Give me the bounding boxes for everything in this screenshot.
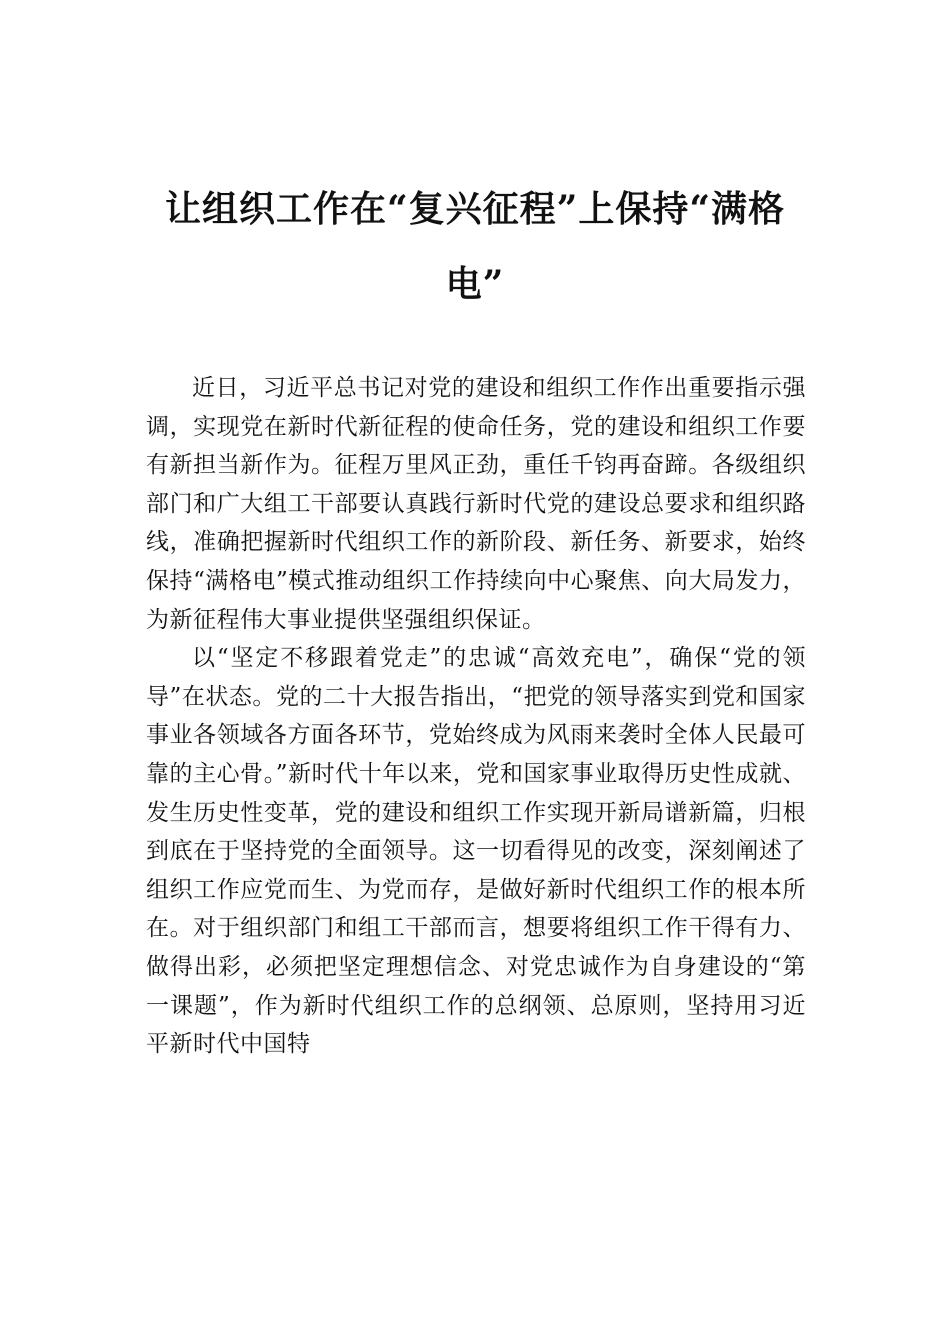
paragraph-2: 以“坚定不移跟着党走”的忠诚“高效充电”，确保“党的领导”在状态。党的二十大报告指出，“把党的领导落实到党和国家事业各领域各方面各环节，党始终成为风雨来袭时全体人民最可靠的主心骨。”新时代十年以来，党和国家事业取得历史性成就、发生历史性变革，党的建设和组织工作实现开新局谱新篇，归根到底在于坚持党的全面领导。这一切看得见的改变，深刻阐述了组织工作应党而生、为党而存，是做好新时代组织工作的根本所在。对于组织部门和组工干部而言，想要将组织工作干得有力、做得出彩，必须把坚定理想信念、对党忠诚作为自身建设的“第一课题”，作为新时代组织工作的总纲领、总原则，坚持用习近平新时代中国特 <box>146 645 806 1058</box>
document-title <box>150 172 800 322</box>
title-line-2: 电” <box>445 263 505 305</box>
paragraph-1: 近日，习近平总书记对党的建设和组织工作作出重要指示强调，实现党在新时代新征程的使命任务，党的建设和组织工作要有新担当新作为。征程万里风正劲，重任千钧再奋蹄。各级组织部门和广大组工干部要认真践行新时代党的建设总要求和组织路线，准确把握新时代组织工作的新阶段、新任务、新要求，始终保持“满格电”模式推动组织工作持续向中心聚焦、向大局发力，为新征程伟大事业提供坚强组织保证。 <box>146 375 806 633</box>
title-line-1: 让组织工作在“复兴征程”上保持“满格 <box>164 188 786 230</box>
document-body <box>146 369 806 1064</box>
